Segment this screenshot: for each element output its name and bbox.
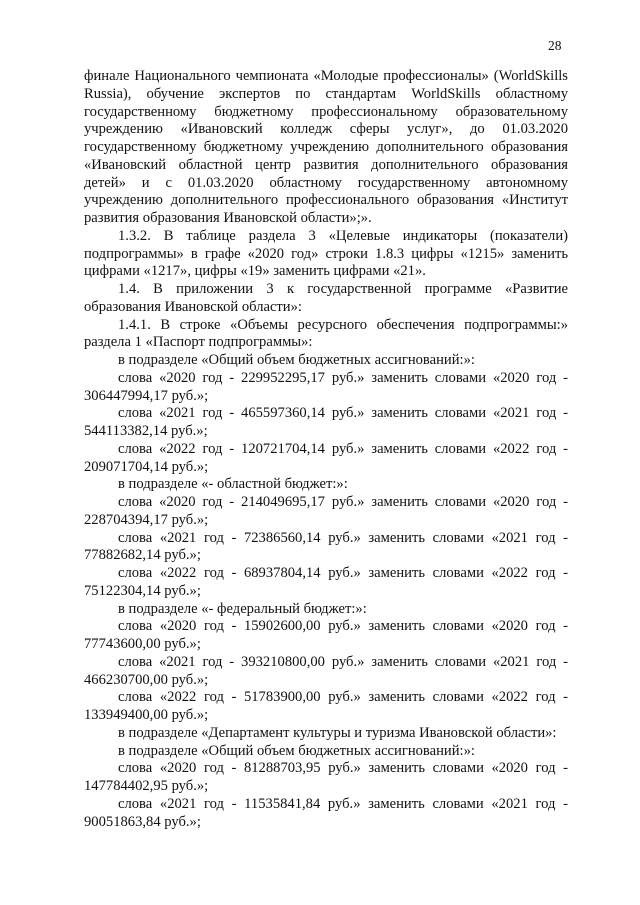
replacement-item: слова «2022 год - 120721704,14 руб.» заменить словами «2022 год - 209071704,14 руб.»; bbox=[84, 440, 568, 475]
replacement-item: слова «2020 год - 15902600,00 руб.» заменить словами «2020 год - 77743600,00 руб.»; bbox=[84, 618, 568, 652]
replacement-item: слова «2021 год - 393210800,00 руб.» заменить словами «2021 год - 466230700,00 руб.»; bbox=[84, 653, 568, 688]
replacement-item: слова «2020 год - 229952295,17 руб.» заменить словами «2020 год - 306447994,17 руб.»; bbox=[84, 369, 568, 404]
paragraph-1-4: 1.4. В приложении 3 к государственной программе «Развитие образования Ивановской области»: bbox=[84, 281, 568, 315]
subsection-heading: в подразделе «- федеральный бюджет:»: bbox=[118, 600, 367, 617]
replacement-item: слова «2021 год - 11535841,84 руб.» заменить словами «2021 год - 90051863,84 руб.»; bbox=[84, 795, 568, 830]
paragraph-1-4-1: 1.4.1. В строке «Объемы ресурсного обеспечения подпрограммы:» раздела 1 «Паспорт подпрограммы»: bbox=[84, 316, 568, 351]
replacement-item: слова «2022 год - 68937804,14 руб.» заменить словами «2022 год - 75122304,14 руб.»; bbox=[84, 565, 568, 599]
paragraph-continuation: финале Национального чемпионата «Молодые профессионалы» (WorldSkills Russia), обучение экспертов по стандартам WorldSkills областному государственному бюджетному профессиональному образовательному учреждению «Ивановский колледж сферы услуг», до 01.03.2020 государственному бюджетному учреждению дополнительного образования «Ивановский областной центр развития дополнительного образования детей» и с 01.03.2020 областному государственному автономному учреждению дополнительного профессионального образования «Институт развития образования Ивановской области»;». bbox=[84, 68, 568, 226]
replacement-item: слова «2020 год - 81288703,95 руб.» заменить словами «2020 год - 147784402,95 руб.»; bbox=[84, 760, 568, 794]
replacement-item: слова «2022 год - 51783900,00 руб.» заменить словами «2022 год - 133949400,00 руб.»; bbox=[84, 689, 568, 723]
subsection-heading: в подразделе «Общий объем бюджетных ассигнований:»: bbox=[118, 352, 475, 368]
subsection-heading: в подразделе «Общий объем бюджетных ассигнований:»: bbox=[118, 742, 475, 759]
page-number: 28 bbox=[548, 38, 562, 53]
replacement-item: слова «2021 год - 72386560,14 руб.» заменить словами «2021 год - 77882682,14 руб.»; bbox=[84, 529, 568, 564]
document-body bbox=[84, 68, 568, 831]
replacement-item: слова «2020 год - 214049695,17 руб.» заменить словами «2020 год - 228704394,17 руб.»; bbox=[84, 494, 568, 528]
subsection-heading: в подразделе «- областной бюджет:»: bbox=[118, 476, 348, 493]
paragraph-1-3-2: 1.3.2. В таблице раздела 3 «Целевые индикаторы (показатели) подпрограммы» в графе «2020 год» строки 1.8.3 цифры «1215» заменить цифрами «1217», цифры «19» заменить цифрами «21». bbox=[84, 227, 568, 280]
replacement-item: слова «2021 год - 465597360,14 руб.» заменить словами «2021 год - 544113382,14 руб.»; bbox=[84, 405, 568, 439]
subsection-heading: в подразделе «Департамент культуры и туризма Ивановской области»: bbox=[118, 724, 557, 741]
